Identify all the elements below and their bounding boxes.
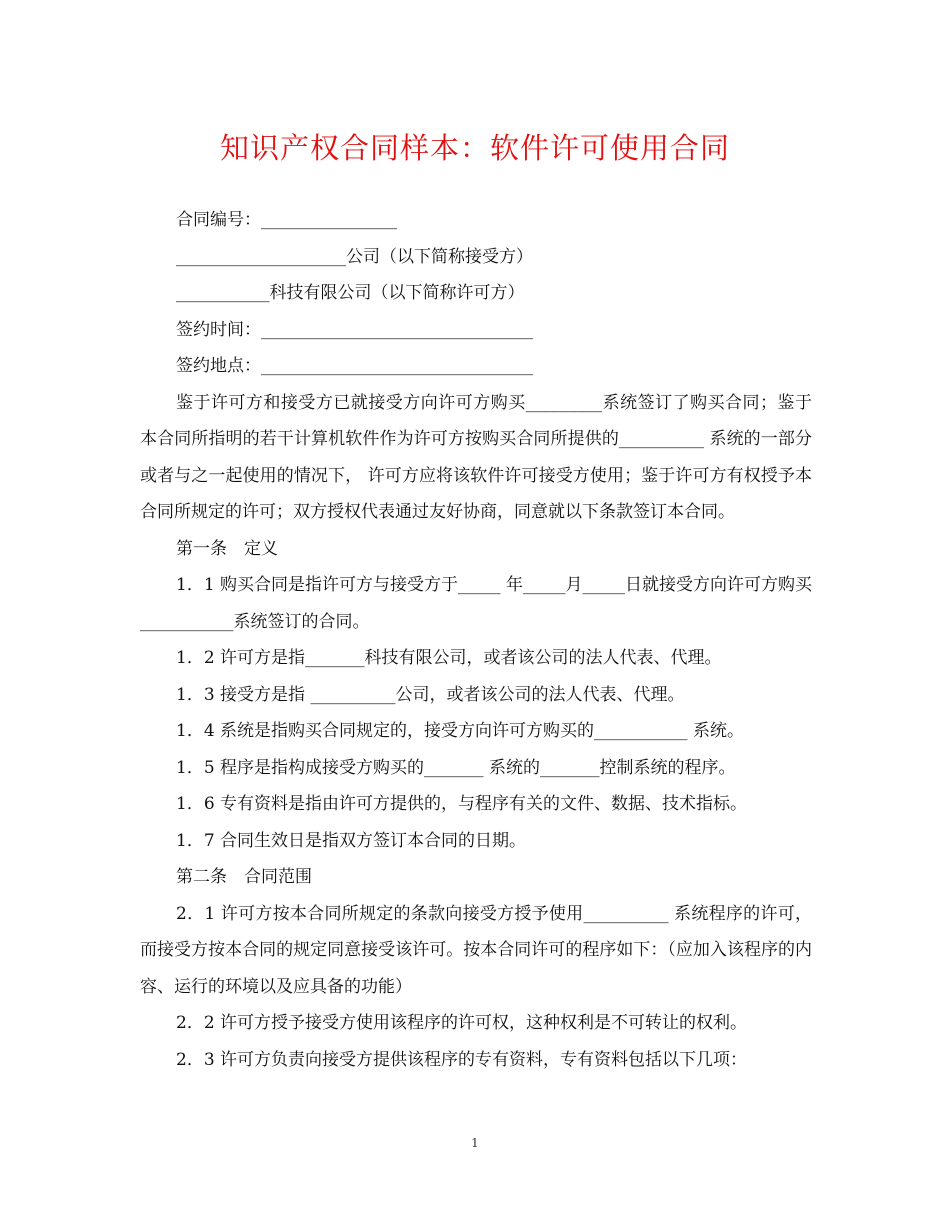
- signing-time-line: 签约时间：________________________________: [176, 319, 533, 340]
- clause-1-7: 1．7 合同生效日是指双方签订本合同的日期。: [176, 830, 527, 851]
- document-title: 知识产权合同样本：软件许可使用合同: [219, 131, 730, 165]
- clause-1-2: 1．2 许可方是指_______科技有限公司，或者该公司的法人代表、代理。: [176, 648, 722, 668]
- licensee-line: ____________________公司（以下简称接受方）: [176, 246, 533, 267]
- licensor-line: ___________科技有限公司（以下简称许可方）: [176, 283, 525, 303]
- clause-1-4: 1．4 系统是指购买合同规定的，接受方向许可方购买的___________ 系统。: [176, 721, 744, 741]
- clause-1-5: 1．5 程序是指构成接受方购买的_______ 系统的_______控制系统的程序。: [176, 757, 736, 778]
- clause-1-6: 1．6 专有资料是指由许可方提供的，与程序有关的文件、数据、技术指标。: [176, 794, 748, 814]
- clause-2-3: 2．3 许可方负责向接受方提供该程序的专有资料，专有资料包括以下几项：: [176, 1049, 748, 1070]
- article-2-heading: 第二条 合同范围: [176, 867, 312, 887]
- document-body: [140, 202, 812, 1078]
- clause-2-1: 2．1 许可方按本合同所规定的条款向接受方授予使用__________ 系统程序的许可，而接受方按本合同的规定同意接受该许可。按本合同许可的程序如下：（应加入该程序的内容、运行的环境以及应具备的功能）: [140, 903, 812, 997]
- preamble-paragraph: 鉴于许可方和接受方已就接受方向许可方购买_________系统签订了购买合同；鉴于本合同所指明的若干计算机软件作为许可方按购买合同所提供的__________ 系统的一部分或者与之一起使用的情况下， 许可方应将该软件许可接受方使用；鉴于许可方有权授予本合同所规定的许可；双方授权代表通过友好协商，同意就以下条款签订本合同。: [140, 392, 812, 522]
- clause-2-2: 2．2 许可方授予接受方使用该程序的许可权，这种权利是不可转让的权利。: [176, 1013, 748, 1033]
- contract-number-line: 合同编号：________________: [176, 210, 397, 230]
- article-1-heading: 第一条 定义: [176, 538, 278, 559]
- page-number: 1: [471, 1136, 479, 1150]
- signing-place-line: 签约地点：________________________________: [176, 356, 533, 376]
- clause-1-1: 1．1 购买合同是指许可方与接受方于_____ 年_____月_____日就接受方向许可方购买___________系统签订的合同。: [140, 575, 812, 632]
- clause-1-3: 1．3 接受方是指 __________公司，或者该公司的法人代表、代理。: [176, 684, 685, 705]
